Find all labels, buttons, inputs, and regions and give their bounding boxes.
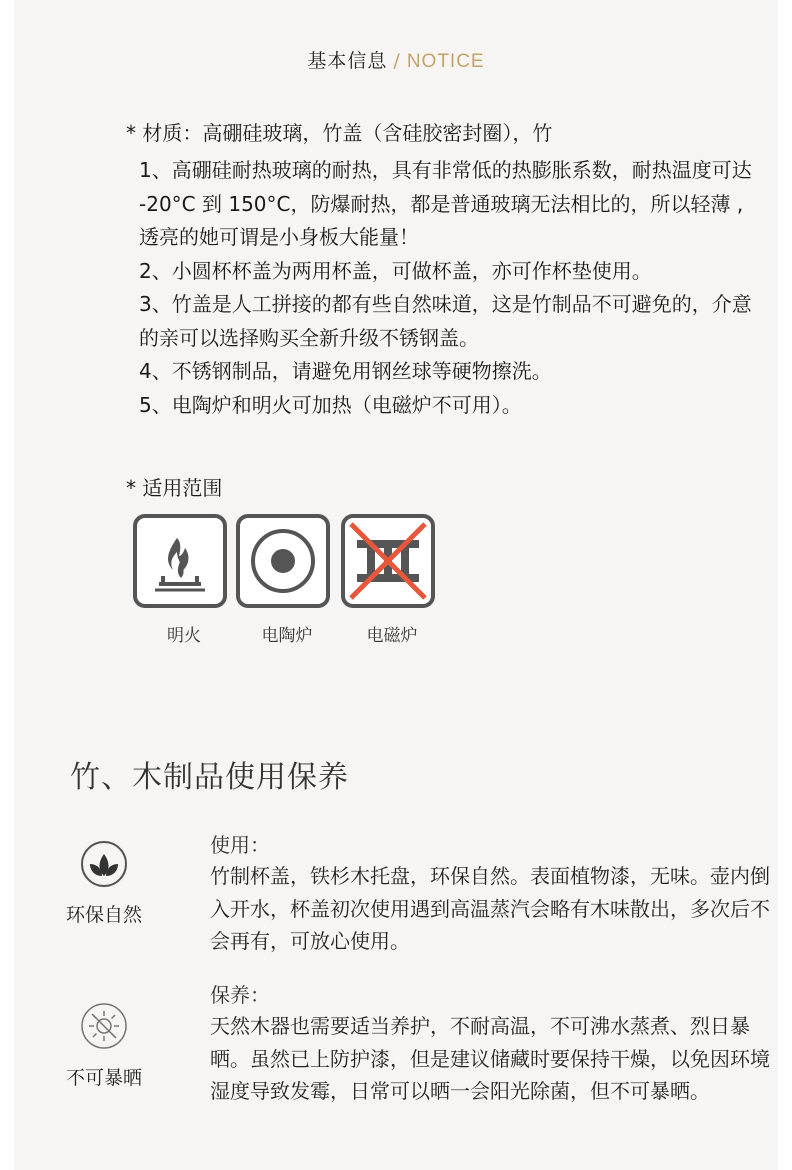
feature-label-eco: 环保自然 — [65, 904, 142, 926]
note-item: 1、高硼硅耐热玻璃的耐热，具有非常低的热膨胀系数，耐热温度可达 -20°C 到 150°C，防爆耐热，都是普通玻璃无法相比的，所以轻薄 , 透亮的她可谓是小身板大能量！ — [139, 158, 752, 249]
feature-label-no-sun: 不可暴晒 — [65, 1067, 142, 1089]
leaf-icon — [80, 840, 128, 888]
heat-label-ceramic-stove: 电陶炉 — [261, 626, 313, 646]
note-item: 4、不锈钢制品，请避免用钢丝球等硬物擦洗。 — [139, 359, 552, 383]
notice-title-cn: 基本信息 — [307, 50, 388, 72]
maintenance-text: 天然木器也需要适当养护，不耐高温，不可沸水蒸煮、烈日暴晒。虽然已上防护漆，但是建议储藏时要保持干燥，以免因环境湿度导致发霉，日常可以晒一会阳光除菌，但不可暴晒。 — [210, 1014, 770, 1103]
open-flame-icon — [133, 514, 227, 608]
care-title: 竹、木制品使用保养 — [70, 760, 349, 795]
notice-heading — [0, 46, 792, 73]
maintenance-heading: 保养： — [210, 983, 270, 1007]
notes-list — [139, 154, 759, 422]
note-item: 5、电陶炉和明火可加热（电磁炉不可用）。 — [139, 392, 522, 417]
ceramic-stove-icon — [236, 514, 330, 608]
heat-label-open-flame: 明火 — [167, 626, 201, 646]
notice-title-en: NOTICE — [406, 51, 485, 72]
induction-cooker-icon — [341, 514, 435, 608]
sun-icon — [80, 1002, 128, 1050]
use-text: 竹制杯盖，铁杉木托盘，环保自然。表面植物漆，无味。壶内倒入开水，杯盖初次使用遇到高温蒸汽会略有木味散出，多次后不会再有，可放心使用。 — [210, 864, 770, 953]
notice-separator: / — [393, 50, 401, 72]
material-heading: * 材质：高硼硅玻璃，竹盖（含硅胶密封圈），竹 — [126, 121, 553, 145]
use-heading: 使用： — [210, 833, 270, 857]
note-item: 2、小圆杯杯盖为两用杯盖，可做杯盖，亦可作杯垫使用。 — [139, 258, 652, 283]
heat-label-induction: 电磁炉 — [366, 626, 418, 646]
note-item: 3、竹盖是人工拼接的都有些自然味道，这是竹制品不可避免的，介意的亲可以选择购买全新升级不锈钢盖。 — [139, 292, 752, 350]
range-heading: * 适用范围 — [126, 476, 223, 500]
